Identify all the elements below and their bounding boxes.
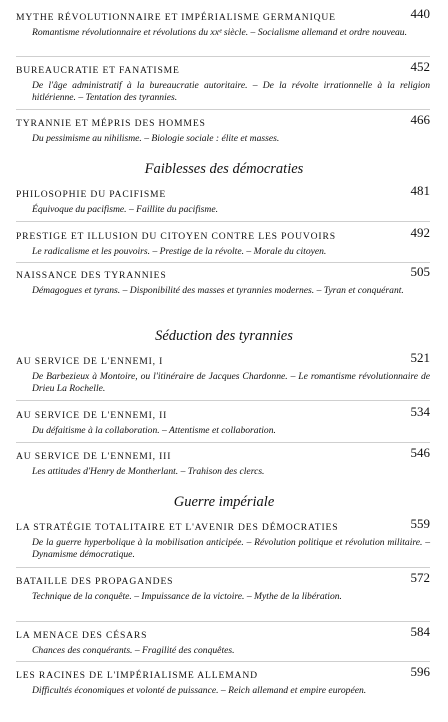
chapter-summary: Les attitudes d'Henry de Montherlant. – Trahison des clercs. [32,466,265,477]
divider [16,262,430,263]
page-number: 440 [410,6,430,21]
page-number: 521 [410,350,430,365]
page-number: 505 [410,264,430,279]
toc-entry[interactable] [16,445,430,478]
chapter-summary: Du défaitisme à la collaboration. – Attentisme et collaboration. [32,425,276,436]
chapter-summary: Difficultés économiques et volonté de puissance. – Reich allemand et empire européen. [32,685,367,696]
chapter-title: MYTHE RÉVOLUTIONNAIRE ET IMPÉRIALISME GERMANIQUE [16,12,336,23]
divider [16,621,430,622]
chapter-title: LES RACINES DE L'IMPÉRIALISME ALLEMAND [16,670,258,681]
divider [16,661,430,662]
section-heading: Faiblesses des démocraties [144,161,304,177]
chapter-title: NAISSANCE DES TYRANNIES [16,270,167,281]
toc-entry[interactable] [16,624,430,657]
chapter-title: AU SERVICE DE L'ENNEMI, II [16,410,168,421]
page-number: 559 [410,516,430,531]
chapter-summary: Chances des conquérants. – Fragilité des conquêtes. [32,645,235,656]
page-number: 452 [410,59,430,74]
chapter-summary: De l'âge administratif à la bureaucratie autoritaire. – De la révolte irrationnelle à la religion hitlérienne. – Tentation des tyrannies. [32,80,430,104]
chapter-summary: Technique de la conquête. – Impuissance de la victoire. – Mythe de la libération. [32,591,342,602]
toc-entry[interactable] [16,59,430,105]
chapter-summary: Démagogues et tyrans. – Disponibilité des masses et tyrannies modernes. – Tyran et conquérant. [32,285,404,296]
page-number: 466 [410,112,430,127]
divider [16,109,430,110]
chapter-summary: De la guerre hyperbolique à la mobilisation anticipée. – Révolution politique et révolution militaire. – Dynamisme démocratique. [32,537,430,561]
toc-entry[interactable] [16,404,430,437]
chapter-summary: Du pessimisme au nihilisme. – Biologie sociale : élite et masses. [32,133,280,144]
page-number: 481 [410,183,430,198]
divider [16,567,430,568]
toc-entry[interactable] [16,112,430,145]
chapter-title: PRESTIGE ET ILLUSION DU CITOYEN CONTRE LES POUVOIRS [16,231,336,242]
page-number: 584 [410,624,430,639]
chapter-summary: Romantisme révolutionnaire et révolutions du xxᵉ siècle. – Socialisme allemand et ordre nouveau. [32,27,407,38]
toc-entry[interactable] [16,570,430,603]
section-heading: Guerre impériale [173,494,275,510]
toc-entry[interactable] [16,350,430,396]
toc-entry[interactable] [16,516,430,562]
chapter-summary: De Barbezieux à Montoire, ou l'itinéraire de Jacques Chardonne. – Le romantisme révolutionnaire de Drieu La Rochelle. [32,371,430,395]
chapter-summary: Le radicalisme et les pouvoirs. – Prestige de la révolte. – Morale du citoyen. [32,246,327,257]
chapter-summary: Équivoque du pacifisme. – Faillite du pacifisme. [32,204,218,215]
chapter-title: AU SERVICE DE L'ENNEMI, I [16,356,164,367]
divider [16,400,430,401]
divider [16,221,430,222]
chapter-title: AU SERVICE DE L'ENNEMI, III [16,451,172,462]
chapter-title: LA STRATÉGIE TOTALITAIRE ET L'AVENIR DES DÉMOCRATIES [16,522,339,533]
chapter-title: PHILOSOPHIE DU PACIFISME [16,189,167,200]
chapter-title: BATAILLE DES PROPAGANDES [16,576,174,587]
page-number: 492 [410,225,430,240]
divider [16,56,430,57]
toc-entry[interactable] [16,664,430,697]
section-heading: Séduction des tyrannies [155,328,293,344]
page-number: 572 [410,570,430,585]
toc-entry[interactable] [16,225,430,258]
page-number: 596 [410,664,430,679]
chapter-title: LA MENACE DES CÉSARS [16,630,148,641]
toc-entry[interactable] [16,183,430,216]
chapter-title: TYRANNIE ET MÉPRIS DES HOMMES [16,118,206,129]
toc-entry[interactable] [16,264,430,297]
toc-entry[interactable] [16,6,430,39]
page-number: 534 [410,404,430,419]
page-number: 546 [410,445,430,460]
divider [16,442,430,443]
chapter-title: BUREAUCRATIE ET FANATISME [16,65,180,76]
